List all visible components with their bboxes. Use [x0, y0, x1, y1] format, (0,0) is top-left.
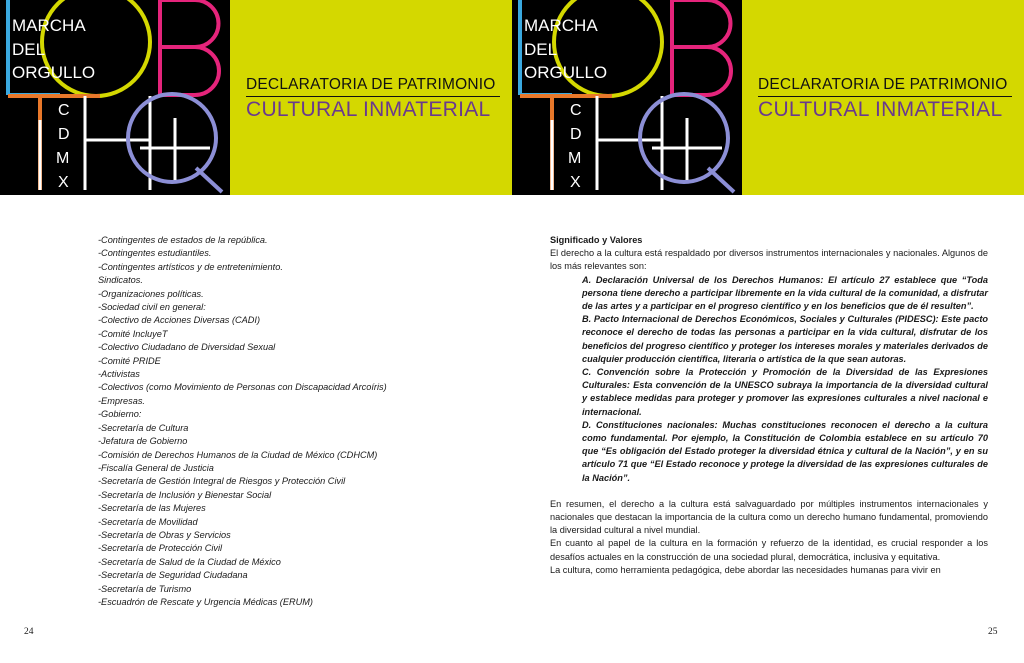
section-title: Significado y Valores	[550, 235, 643, 245]
list-item: -Fiscalía General de Justicia	[98, 462, 214, 473]
list-item: -Sociedad civil en general:	[98, 302, 206, 313]
spacer	[550, 485, 988, 498]
logo-word-del: DEL	[524, 40, 558, 59]
page-number: 25	[988, 627, 998, 637]
header-rule	[758, 96, 1012, 97]
list-item: -Empresas.	[98, 395, 145, 406]
logo-letter-x: X	[58, 174, 69, 191]
list-item: -Secretaría de Protección Civil	[98, 543, 223, 554]
identity-paragraph: En cuanto al papel de la cultura en la formación y refuerzo de la identidad, es crucial responder a los desafíos actuales en la construcción de una sociedad plural, democrática, inclusiva y equitativa.	[550, 538, 988, 562]
list-item: D. Constituciones nacionales: Muchas constituciones reconocen el derecho a la cultura como fundamental. Por ejemplo, la Constitución de Colombia establece en su artículo 70 que “Es obligación del Estado proteger la diversidad étnica y cultural de la Nación”, y en su artículo 71 que “El Estado reconoce y protege la diversidad de las expresiones culturales de la Nación”.	[582, 419, 988, 483]
list-item: -Secretaría de Gestión Integral de Riesgos y Protección Civil	[98, 476, 346, 487]
list-item: -Gobierno:	[98, 409, 142, 420]
list-item: -Colectivos (como Movimiento de Personas con Discapacidad Arcoíris)	[98, 382, 387, 393]
list-item: -Comité PRIDE	[98, 355, 161, 366]
list-item: -Secretaría de Movilidad	[98, 516, 198, 527]
header-title-line1: DECLARATORIA DE PATRIMONIO	[758, 76, 1008, 93]
list-item: -Organizaciones políticas.	[98, 288, 204, 299]
header-title-line1: DECLARATORIA DE PATRIMONIO	[246, 76, 496, 93]
logo-letter-c: C	[570, 102, 582, 119]
page-number: 24	[24, 627, 34, 637]
list-item: -Secretaría de Turismo	[98, 583, 192, 594]
logo-word-marcha: MARCHA	[12, 16, 86, 35]
list-item: -Secretaría de Inclusión y Bienestar Social	[98, 489, 272, 500]
list-item: -Secretaría de Seguridad Ciudadana	[98, 570, 248, 581]
legal-instruments-list	[550, 274, 988, 485]
list-item: Sindicatos.	[98, 275, 143, 286]
marcha-orgullo-logo	[0, 0, 230, 195]
logo-word-del: DEL	[12, 40, 46, 59]
list-item: -Escuadrón de Rescate y Urgencia Médicas (ERUM)	[98, 596, 313, 607]
list-item: -Secretaría de Cultura	[98, 422, 189, 433]
logo-word-orgullo: ORGULLO	[12, 63, 96, 82]
logo-word-marcha: MARCHA	[524, 16, 598, 35]
list-item: -Contingentes estudiantiles.	[98, 248, 212, 259]
list-item: B. Pacto Internacional de Derechos Económicos, Sociales y Culturales (PIDESC): Este pacto reconoce el derecho de todas las personas a participar en la vida cultural, disfrutar de los beneficios del progreso científico y proteger los intereses morales y materiales derivados de cualquier producción científica, literaria o artística de la que sean autoras.	[582, 314, 988, 364]
logo-letter-d: D	[570, 126, 582, 143]
intro-paragraph: El derecho a la cultura está respaldado por diversos instrumentos internacionales y nacionales. Algunos de los más relevantes son:	[550, 248, 988, 272]
logo-word-orgullo: ORGULLO	[524, 63, 608, 82]
marcha-orgullo-logo	[512, 0, 742, 195]
logo-letter-c: C	[58, 102, 70, 119]
list-item: A. Declaración Universal de los Derechos Humanos: El artículo 27 establece que “Toda persona tiene derecho a participar libremente en la vida cultural de la comunidad, a disfrutar de las artes y a participar en el progreso científico y en los beneficios que de él resulten”.	[582, 274, 988, 312]
list-item: -Jefatura de Gobierno	[98, 436, 188, 447]
right-page-body	[550, 234, 988, 577]
list-item: -Comisión de Derechos Humanos de la Ciudad de México (CDHCM)	[98, 449, 378, 460]
page-header	[512, 0, 1024, 195]
list-item: -Colectivo Ciudadano de Diversidad Sexual	[98, 342, 276, 353]
list-item: -Secretaría de las Mujeres	[98, 503, 206, 514]
logo-letter-x: X	[570, 174, 581, 191]
list-item: -Colectivo de Acciones Diversas (CADI)	[98, 315, 261, 326]
header-title-line2: CULTURAL INMATERIAL	[246, 98, 491, 121]
page-header	[0, 0, 512, 195]
pedagogy-paragraph: La cultura, como herramienta pedagógica, debe abordar las necesidades humanas para vivir en	[550, 564, 941, 575]
list-item: -Contingentes de estados de la república.	[98, 235, 268, 245]
logo-letter-d: D	[58, 126, 70, 143]
list-item: -Secretaría de Obras y Servicios	[98, 529, 231, 540]
header-title-line2: CULTURAL INMATERIAL	[758, 98, 1003, 121]
list-item: -Contingentes artísticos y de entretenimiento.	[98, 261, 283, 272]
logo-letter-m: M	[568, 150, 582, 167]
logo-letter-m: M	[56, 150, 70, 167]
list-item: C. Convención sobre la Protección y Promoción de la Diversidad de las Expresiones Culturales: Esta convención de la UNESCO subraya la importancia de la diversidad cultural y establece medidas para proteger y promover las expresiones culturales a nivel nacional e internacional.	[582, 367, 988, 417]
list-item: -Activistas	[98, 369, 140, 380]
list-item: -Secretaría de Salud de la Ciudad de México	[98, 556, 281, 567]
list-item: -Comité IncluyeT	[98, 328, 168, 339]
header-rule	[246, 96, 500, 97]
summary-paragraph: En resumen, el derecho a la cultura está salvaguardado por múltiples instrumentos internacionales y nacionales que destacan la importancia de la cultura como un derecho humano fundamental, promoviendo la diversidad cultural a nivel mundial.	[550, 498, 988, 536]
participants-list	[98, 234, 478, 609]
